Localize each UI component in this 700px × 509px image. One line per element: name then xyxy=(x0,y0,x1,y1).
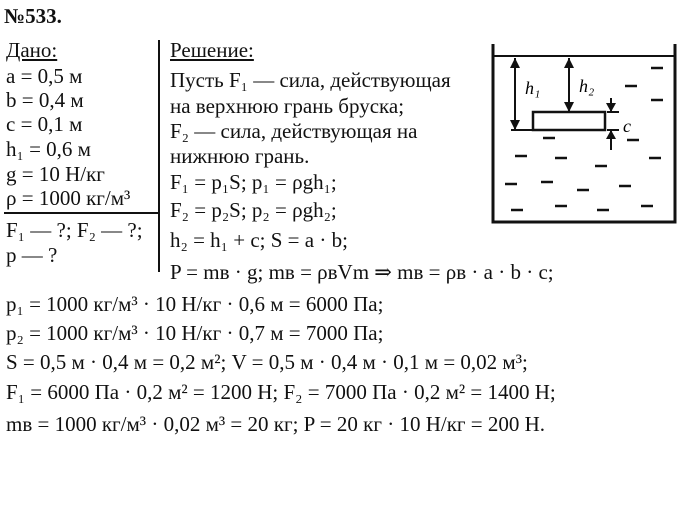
given-item: c = 0,1 м xyxy=(6,112,83,136)
given-item: b = 0,4 м xyxy=(6,88,84,112)
find-item: F₁ — ?; F₂ — ?; xyxy=(6,218,143,242)
solution-line: F₂ — сила, действующая на xyxy=(170,119,418,143)
h1-label: h₁ xyxy=(525,78,541,98)
calculation-line: p₂ = 1000 кг/м³ · 10 Н/кг · 0,7 м = 7000 Па; xyxy=(6,321,384,345)
c-label: c xyxy=(623,116,631,136)
given-item: a = 0,5 м xyxy=(6,64,83,88)
given-item: ρ = 1000 кг/м³ xyxy=(6,186,131,210)
arrow-down-icon xyxy=(510,120,520,130)
h2-label: h₂ xyxy=(579,76,595,96)
calculation-line: F₁ = 6000 Па · 0,2 м² = 1200 Н; F₂ = 7000 Па · 0,2 м² = 1400 Н; xyxy=(6,380,556,404)
vessel-figure xyxy=(485,40,685,230)
calculation-line: S = 0,5 м · 0,4 м = 0,2 м²; V = 0,5 м · 0,4 м · 0,1 м = 0,02 м³; xyxy=(6,350,528,374)
arrow-down-icon xyxy=(564,102,574,112)
solution-line: на верхнюю грань бруска; xyxy=(170,94,405,118)
find-item: p — ? xyxy=(6,243,58,267)
problem-number: №533. xyxy=(4,4,62,28)
column-divider xyxy=(158,40,160,272)
solution-heading: Решение: xyxy=(170,38,254,62)
solution-line: нижнюю грань. xyxy=(170,144,310,168)
solution-line: h₂ = h₁ + c; S = a · b; xyxy=(170,228,348,252)
calculation-line: p₁ = 1000 кг/м³ · 10 Н/кг · 0,6 м = 6000 Па; xyxy=(6,292,384,316)
calculation-line: mв = 1000 кг/м³ · 0,02 м³ = 20 кг; P = 20 кг · 10 Н/кг = 200 Н. xyxy=(6,412,546,436)
solution-line: F₂ = p₂S; p₂ = ρgh₂; xyxy=(170,198,337,222)
given-item: h₁ = 0,6 м xyxy=(6,137,91,161)
given-heading: Дано: xyxy=(6,38,58,62)
arrow-up-icon xyxy=(564,58,574,68)
given-item: g = 10 Н/кг xyxy=(6,162,105,186)
solution-line: F₁ = p₁S; p₁ = ρgh₁; xyxy=(170,170,337,194)
vessel-walls xyxy=(493,44,675,222)
solution-line: P = mв · g; mв = ρвVm ⇒ mв = ρв · a · b · c; xyxy=(170,260,554,284)
arrow-up-icon xyxy=(510,58,520,68)
block xyxy=(533,112,605,130)
arrow-down-icon xyxy=(606,103,616,112)
given-divider xyxy=(4,212,159,214)
solution-line: Пусть F₁ — сила, действующая xyxy=(170,68,451,92)
arrow-up-icon xyxy=(606,130,616,139)
